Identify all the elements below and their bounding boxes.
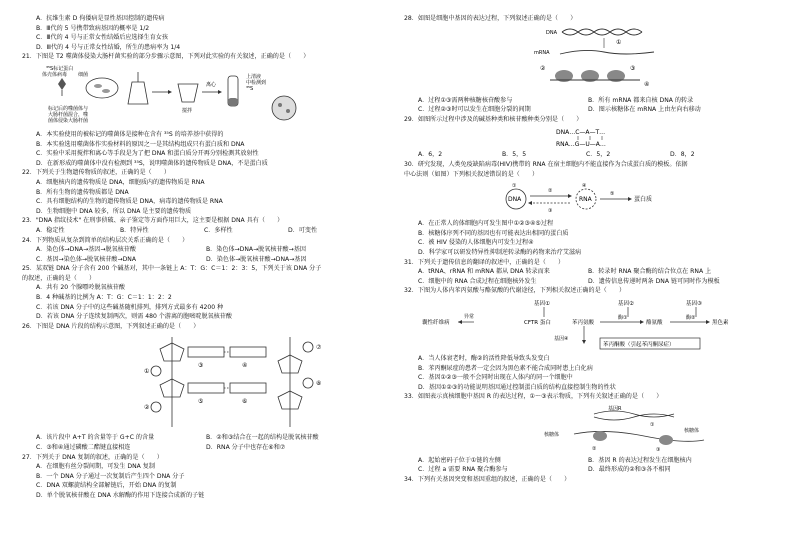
fig21-label-11: ³⁵S bbox=[246, 85, 254, 92]
fig32-tyr: 酪氨酸 bbox=[646, 319, 663, 326]
q23-option-a: A．稳定性 bbox=[36, 226, 65, 234]
q32-option-d: D．基因①②③的功能说明基因通过控制蛋白质的结构直接控制生物的性状 bbox=[418, 383, 616, 391]
q23-option-d: D．可变性 bbox=[288, 226, 318, 234]
fig30-rna: RNA bbox=[579, 196, 592, 204]
q26-row2 bbox=[22, 443, 394, 453]
phage-icon bbox=[58, 78, 66, 90]
q21-option-a: A．本实验使用的被标记的噬菌体是接种在含有 ³⁵S 的培养基中获得的 bbox=[36, 130, 224, 138]
q31-row2 bbox=[404, 277, 776, 287]
sediment-icon bbox=[272, 96, 296, 120]
q25-option-a: A．共有 20 个腺嘌呤脱氧核苷酸 bbox=[36, 284, 125, 292]
ribosome-icon bbox=[659, 435, 673, 445]
q25-stem-1: 25．某双链 DNA 分子含有 200 个碱基对，其中一条链上 A：T：G：C＝1：2：3：5，下列关于该 DNA 分子 bbox=[22, 265, 322, 273]
fig33-ribosome-1: 核糖体 bbox=[544, 431, 560, 438]
fig21-label-4: 标记后的噬菌体与 bbox=[48, 105, 89, 112]
fig32-mel: 黑色素 bbox=[712, 319, 729, 326]
fig30-label-4: ④ bbox=[582, 183, 587, 190]
q30-option-c: C．被 HIV 侵染的人体细胞内可发生过程④ bbox=[418, 239, 534, 247]
q24-option-a: A．染色体→DNA→基因→脱氧核苷酸 bbox=[36, 246, 136, 254]
q24-row1 bbox=[22, 245, 394, 255]
fig32-phe: 苯丙氨酸 bbox=[572, 319, 595, 326]
fig33-label-3: ③ bbox=[656, 446, 661, 453]
fig26-label-6: ⑥ bbox=[242, 398, 248, 406]
q27-option-b: B．一个 DNA 分子通过一次复制后产生四个 DNA 分子 bbox=[36, 472, 185, 480]
q20-option-c: C．Ⅲ代的 4 号与正常女性结婚后应选择生育女孩 bbox=[36, 34, 168, 42]
fig30-label-3: ③ bbox=[548, 208, 553, 215]
fig29-rna-seq: RNA…G—U—A… bbox=[556, 141, 606, 149]
q20-option-d: D．Ⅲ代的 4 号与正常女性结婚，所生的患病率为 1/4 bbox=[36, 43, 181, 51]
q24-stem: 24．下列物质从复杂到简单的结构层次关系正确的是（ ） bbox=[22, 236, 189, 244]
fig32-enz2: 酶② bbox=[686, 314, 696, 321]
fig26-label-2: ② bbox=[144, 404, 150, 412]
q33-option-a: A．起始密码子位于①链的左侧 bbox=[418, 456, 501, 464]
fig28-mrna-label: mRNA bbox=[534, 49, 550, 56]
fig32-abnormal: 异常 bbox=[464, 313, 475, 320]
q26-option-b: B．②和③结合在一起的结构是脱氧核苷酸 bbox=[206, 434, 319, 442]
fig33-label-1: ① bbox=[650, 421, 655, 428]
fig21-label-5: 大肠杆菌混合，噬 bbox=[48, 111, 89, 118]
q29-option-d: D．8，2 bbox=[670, 151, 695, 159]
fig28-dna-label: DNA bbox=[546, 29, 558, 36]
q33-row1 bbox=[404, 456, 776, 466]
fig32-gene1: 基因① bbox=[534, 300, 550, 307]
fig26-label-5: ⑤ bbox=[198, 398, 204, 406]
q28-stem: 28．如图是细胞中基因的表达过程，下列叙述正确的是（ ） bbox=[404, 15, 577, 22]
fig32-enz1: 酶① bbox=[618, 314, 628, 321]
q26-row1 bbox=[22, 433, 394, 443]
q25-option-d: D．若该 DNA 分子连续复制两次，则需 480 个游离的胞嘧啶脱氧核苷酸 bbox=[36, 313, 232, 321]
fig21-label-8: 离心 bbox=[206, 81, 217, 88]
q31-option-a: A．tRNA、rRNA 和 mRNA 都从 DNA 转录而来 bbox=[418, 268, 550, 276]
fig32-gene4: 基因④ bbox=[554, 335, 569, 342]
q28-row1 bbox=[404, 96, 776, 106]
q29-stem: 29．如图所示过程中涉及的碱基种类和核苷酸种类分别是（ ） bbox=[404, 115, 583, 123]
fig30-dna: DNA bbox=[508, 196, 522, 204]
q31-option-d: D．遗传信息传递时两条 DNA 链可同时作为模板 bbox=[588, 277, 720, 285]
fig32-cftr: CFTR 蛋白 bbox=[524, 319, 551, 326]
beaker-icon bbox=[178, 84, 198, 102]
left-column bbox=[22, 14, 394, 501]
q28-option-c: C．过程②③时可以发生在细胞分裂的间期 bbox=[418, 106, 531, 114]
q28-expression-figure bbox=[404, 26, 776, 94]
q28-row2 bbox=[404, 105, 776, 115]
fig28-label-2: ② bbox=[540, 64, 546, 72]
q32-stem: 32．下图为人体内苯丙氨酸与酪氨酸的代谢途径，下列相关叙述正确的是（ ） bbox=[404, 287, 626, 295]
fig33-label-2: ② bbox=[592, 445, 597, 452]
right-column bbox=[404, 14, 776, 485]
q30-option-b: B．核糖体序列不同的基因也有可能表达出相同的蛋白质 bbox=[418, 229, 569, 237]
fig21-label-10: 中检测到 bbox=[246, 79, 267, 86]
q32-option-a: A．当人体衰老时，酶②的活性降低导致头发变白 bbox=[418, 354, 550, 362]
fig30-label-1: ① bbox=[512, 183, 517, 190]
fig29-dna-seq: DNA…C—A—T… bbox=[556, 129, 606, 137]
q33-gene-r-figure bbox=[404, 404, 776, 454]
q28-option-a: A．过程①③需两种核糖核苷酸参与 bbox=[418, 96, 513, 104]
q32-option-c: C．基因①②③一般不会同时出现在人体内的同一个细胞中 bbox=[418, 374, 573, 382]
fig21-label-6: 菌体侵染大肠杆菌 bbox=[48, 117, 89, 124]
fig32-gene3: 基因③ bbox=[686, 300, 702, 307]
fig28-label-1: ① bbox=[616, 38, 622, 46]
q33-option-d: D．最终形成的②和③各不相同 bbox=[588, 466, 671, 474]
q26-stem: 26．下图是 DNA 片段的结构示意图，下列叙述正确的是（ ） bbox=[22, 322, 200, 330]
fig32-pku: 苯丙酮酸（引起苯丙酮尿症） bbox=[603, 341, 675, 348]
q30-stem-2: 中心法则（如图）下列相关叙述错误的是（ ） bbox=[404, 170, 539, 178]
fig33-gene-r: 基因R bbox=[608, 405, 622, 412]
q22-option-d: D．生物细胞中 DNA 较多，所以 DNA 是主要的遗传物质 bbox=[36, 207, 192, 215]
q33-stem: 33．如图表示真核细胞中基因 R 的表达过程，①～③表示物质，下列有关叙述正确的是（ ） bbox=[404, 393, 663, 401]
fig30-label-2: ② bbox=[548, 188, 553, 195]
q23-options bbox=[22, 226, 394, 236]
q26-option-a: A．该片段中 A+T 的含量等于 G+C 的含量 bbox=[36, 434, 155, 442]
fig30-protein: 蛋白质 bbox=[634, 196, 653, 204]
fig21-label-3: 细菌 bbox=[78, 71, 89, 78]
q21-stem: 21．下图是 T2 噬菌体侵染大肠杆菌实验的部分步骤示意图，下列对此实验的有关叙述，正确的是（ ） bbox=[22, 53, 310, 61]
q26-option-d: D．RNA 分子中也存在⑥和⑦ bbox=[206, 444, 286, 452]
flask-icon bbox=[128, 82, 148, 104]
fig26-label-7: ⑦ bbox=[316, 344, 322, 352]
q24-row2 bbox=[22, 255, 394, 265]
q24-option-c: C．基因→染色体→脱氧核苷酸→DNA bbox=[36, 255, 137, 263]
q25-option-c: C．若该 DNA 分子中的这些碱基随机排列，排列方式最多有 4200 种 bbox=[36, 303, 224, 311]
q22-option-a: A．细胞核内的遗传物质是 DNA，细胞质内的遗传物质是 RNA bbox=[36, 178, 205, 186]
q26-option-c: C．③和④通过磷酸二酯键直接相连 bbox=[36, 444, 131, 452]
q20-option-b: B．Ⅲ代的 5 号携带致病基因的概率是 1/2 bbox=[36, 24, 150, 32]
q20-option-a: A．抗维生素 D 佝偻病是显性基因控制的遗传病 bbox=[36, 15, 165, 22]
fig32-gene2: 基因② bbox=[618, 300, 634, 307]
q33-row2 bbox=[404, 465, 776, 475]
q31-stem: 31．下列关于遗传信息的翻译的叙述中，正确的是（ ） bbox=[404, 258, 565, 266]
q27-option-a: A．在细胞有丝分裂间期，可发生 DNA 复制 bbox=[36, 463, 155, 471]
q27-stem: 27．下列关于 DNA 复制的叙述，正确的是（ ） bbox=[22, 453, 163, 461]
fig28-label-4: ④ bbox=[644, 80, 650, 88]
q29-option-c: C．5，2 bbox=[586, 151, 611, 159]
q21-option-d: D．在新形成的噬菌体中没有检测到 ³⁵S，说明噬菌体的遗传物质是 DNA，不是蛋白质 bbox=[36, 159, 268, 167]
q23-option-b: B．特异性 bbox=[120, 226, 149, 234]
q22-stem: 22．下列关于生物遗传物质的叙述，正确的是（ ） bbox=[22, 169, 170, 177]
q31-option-b: B．转录时 RNA 聚合酶的结合位点在 RNA 上 bbox=[588, 268, 712, 276]
ribosome-icon bbox=[593, 431, 607, 441]
fig21-label-2: 体壳体病毒 bbox=[42, 71, 68, 78]
q32-option-b: B．苯丙酮尿症的患者一定会因为黑色素不能合成同时患上白化病 bbox=[418, 364, 593, 372]
q22-option-b: B．所有生物的遗传物质都是 DNA bbox=[36, 188, 129, 196]
fig21-label-7: 搅拌 bbox=[182, 107, 193, 114]
q21-option-b: B．本实验选用噬菌体作实验材料的原因之一是其结构组成只有蛋白质和 DNA bbox=[36, 140, 245, 148]
fig26-label-3: ③ bbox=[198, 362, 204, 370]
fig26-label-4: ④ bbox=[242, 362, 248, 370]
q23-stem: 23．"DNA 指纹技术" 在刑事侦破、亲子鉴定等方面作用巨大，这主要是根据 DNA 具有（ ） bbox=[22, 217, 284, 225]
fig21-label-9: 上清液 bbox=[246, 73, 262, 80]
fig32-cf: 囊性纤维病 bbox=[422, 319, 450, 326]
q29-option-a: A．6，2 bbox=[418, 151, 443, 159]
q22-option-c: C．具有细胞结构的生物的遗传物质是 DNA，病毒的遗传物质是 RNA bbox=[36, 198, 223, 206]
q23-option-c: C．多样性 bbox=[204, 226, 233, 234]
q24-option-d: D．染色体→脱氧核苷酸→DNA→基因 bbox=[206, 255, 307, 263]
q33-option-c: C．过程 a 需要 RNA 聚合酶参与 bbox=[418, 466, 508, 474]
q30-stem-1: 30．研究发现，人类免疫缺陷病毒(HIV)携带的 RNA 在宿主细胞内不能直接作为合成蛋白质的模板。依据 bbox=[404, 160, 688, 168]
q29-option-b: B．5，5 bbox=[502, 151, 527, 159]
fig28-label-3: ③ bbox=[630, 64, 636, 72]
q31-row1 bbox=[404, 267, 776, 277]
q28-option-d: D．图示核糖体在 mRNA 上由左向右移动 bbox=[588, 106, 701, 114]
q24-option-b: B．染色体→DNA→脱氧核苷酸→基因 bbox=[206, 246, 306, 254]
bacteria-dish-icon bbox=[86, 78, 118, 98]
q30-central-dogma-figure bbox=[404, 181, 776, 217]
q33-option-b: B．基因 R 的表达过程发生在细胞核内 bbox=[588, 456, 692, 464]
fig30-label-5: ⑤ bbox=[610, 191, 615, 198]
fig26-label-8: ⑧ bbox=[316, 380, 322, 388]
fig26-label-1: ① bbox=[144, 368, 150, 376]
q25-stem-2: 的叙述，正确的是（ ） bbox=[22, 274, 96, 282]
q32-metabolism-figure bbox=[404, 298, 776, 352]
q29-options bbox=[404, 150, 776, 160]
q30-option-a: A．在正常人的体细胞内可发生图中①②③④⑤过程 bbox=[418, 220, 554, 228]
q27-option-d: D．单个脱氧核苷酸在 DNA 水解酶的作用下连接合成新的子链 bbox=[36, 492, 205, 499]
q21-phage-figure bbox=[22, 64, 394, 128]
q29-sequence-figure bbox=[404, 126, 776, 148]
q26-dna-figure bbox=[22, 333, 394, 431]
fig21-label-1: ³⁵S标记蛋白 bbox=[46, 65, 74, 72]
q28-option-b: B．所有 mRNA 都来自核 DNA 的转录 bbox=[588, 96, 694, 104]
q25-option-b: B．4 种碱基的比例为 A：T：G：C＝1：1：2：2 bbox=[36, 294, 172, 302]
q30-option-d: D．科学家可以研发特异性抑制逆转录酶的药物来治疗艾滋病 bbox=[418, 248, 582, 256]
fig33-ribosome-2: 核糖体 bbox=[684, 427, 700, 434]
q21-option-c: C．实验中采用搅拌和离心等手段是为了把 DNA 和蛋白质分开再分别检测其放射性 bbox=[36, 150, 259, 158]
q34-stem: 34．下列有关基因突变和基因重组的叙述，正确的是（ ） bbox=[404, 476, 571, 484]
q27-option-c: C．DNA 双螺旋结构全部解链后，开始 DNA 的复制 bbox=[36, 482, 177, 490]
q31-option-c: C．细胞中的 RNA 合成过程在细胞核外发生 bbox=[418, 277, 537, 285]
